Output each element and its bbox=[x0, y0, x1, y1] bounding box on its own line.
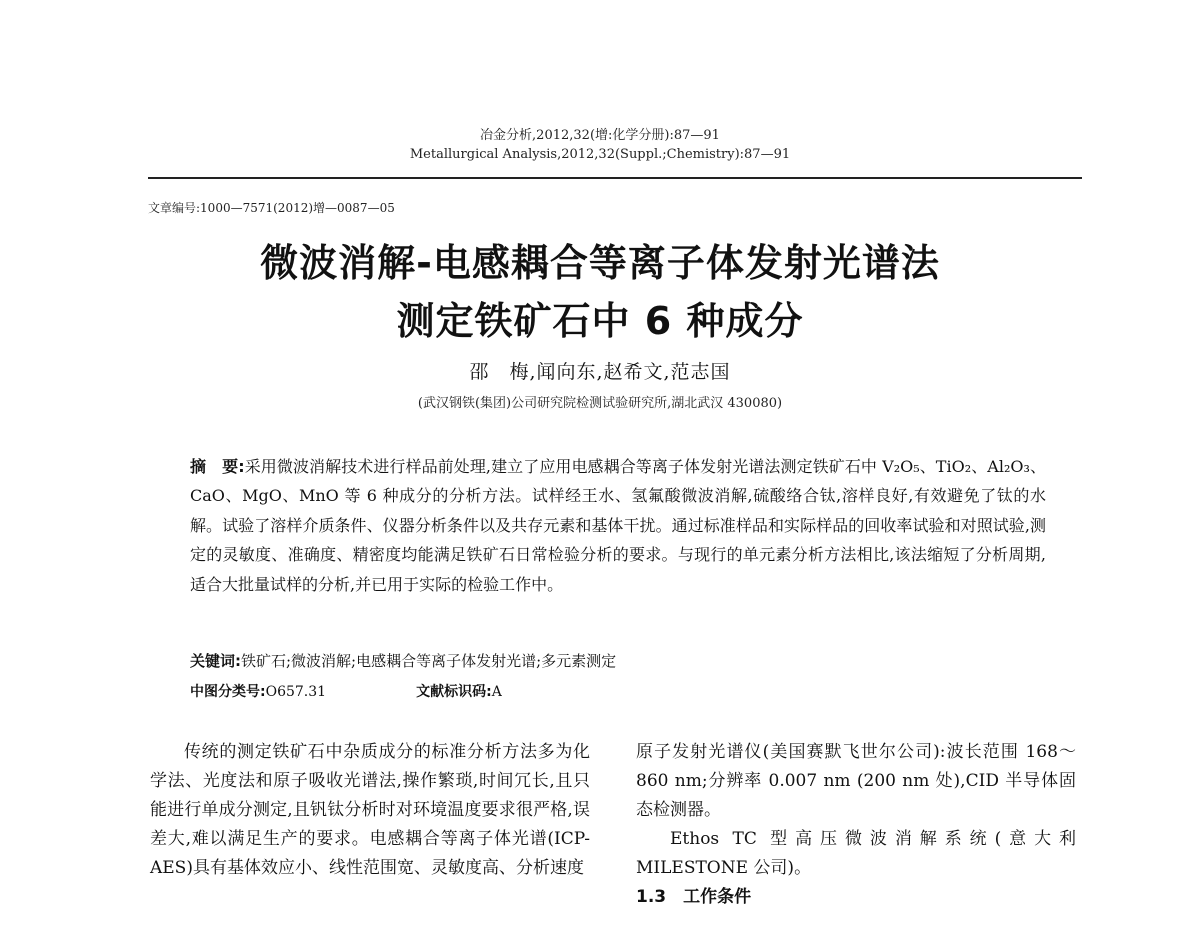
title-line-1: 微波消解-电感耦合等离子体发射光谱法 bbox=[260, 241, 940, 285]
doc-code-value: A bbox=[491, 684, 502, 700]
instrument-paragraph: 原子发射光谱仪(美国赛默飞世尔公司):波长范围 168～860 nm;分辨率 0.007 nm (200 nm 处),CID 半导体固态检测器。 bbox=[636, 742, 1076, 820]
body-column-left bbox=[150, 738, 590, 883]
paper-title bbox=[0, 234, 1200, 350]
article-number: 文章编号:1000—7571(2012)增—0087—05 bbox=[148, 201, 395, 215]
keywords-label: 关键词: bbox=[190, 652, 241, 670]
running-header bbox=[0, 126, 1200, 164]
journal-citation-cn: 冶金分析,2012,32(增:化学分册):87—91 bbox=[480, 128, 720, 143]
abstract-label: 摘 要: bbox=[190, 457, 245, 476]
body-column-right bbox=[636, 738, 1076, 912]
keywords bbox=[190, 650, 616, 671]
author-list: 邵 梅,闻向东,赵希文,范志国 bbox=[469, 361, 731, 383]
doc-code-label: 文献标识码: bbox=[416, 684, 492, 700]
affiliation: (武汉钢铁(集团)公司研究院检测试验研究所,湖北武汉 430080) bbox=[417, 396, 783, 411]
abstract-text: 采用微波消解技术进行样品前处理,建立了应用电感耦合等离子体发射光谱法测定铁矿石中 V₂O₅、TiO₂、Al₂O₃、CaO、MgO、MnO 等 6 种成分的分析方法。试样经王水、氢氟酸微波消解,硫酸络合钛,溶样良好,有效避免了钛的水解。试验了溶样介质条件、仪器分析条件以及共存元素和基体干扰。通过标准样品和实际样品的回收率试验和对照试验,测定的灵敏度、准确度、精密度均能满足铁矿石日常检验分析的要求。与现行的单元素分析方法相比,该法缩短了分析周期,适合大批量试样的分析,并已用于实际的检验工作中。 bbox=[190, 457, 1046, 594]
intro-paragraph: 传统的测定铁矿石中杂质成分的标准分析方法多为化学法、光度法和原子吸收光谱法,操作繁琐,时间冗长,且只能进行单成分测定,且钒钛分析时对环境温度要求很严格,误差大,难以满足生产的要求。电感耦合等离子体光谱(ICP-AES)具有基体效应小、线性范围宽、灵敏度高、分析速度 bbox=[150, 742, 590, 878]
abstract bbox=[190, 452, 1046, 599]
clc-value: O657.31 bbox=[265, 684, 327, 700]
section-heading: 1.3 工作条件 bbox=[636, 887, 752, 907]
classification bbox=[190, 681, 502, 701]
header-rule bbox=[148, 177, 1082, 179]
journal-citation-en: Metallurgical Analysis,2012,32(Suppl.;Chemistry):87—91 bbox=[409, 147, 791, 162]
title-line-2: 测定铁矿石中 6 种成分 bbox=[396, 299, 804, 343]
microwave-system-paragraph: Ethos TC 型高压微波消解系统(意大利 MILESTONE 公司)。 bbox=[636, 829, 1076, 878]
clc-label: 中图分类号: bbox=[190, 684, 266, 700]
keywords-text: 铁矿石;微波消解;电感耦合等离子体发射光谱;多元素测定 bbox=[241, 652, 617, 670]
